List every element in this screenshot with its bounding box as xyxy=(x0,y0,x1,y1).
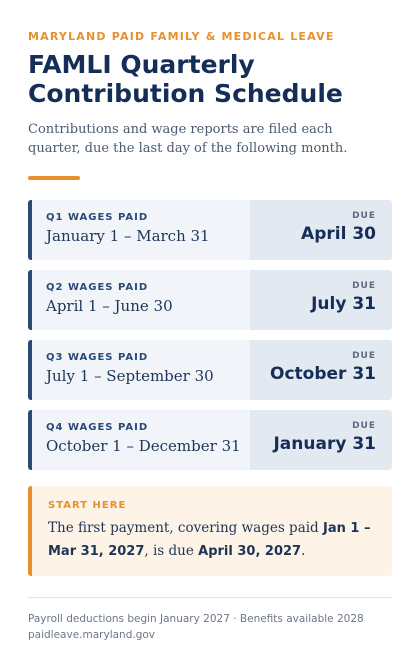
due-date: October 31 xyxy=(270,364,376,384)
due-date: July 31 xyxy=(311,294,376,314)
footer-divider xyxy=(28,597,392,598)
quarter-range: January 1 – March 31 xyxy=(46,227,210,245)
accent-divider xyxy=(28,176,80,180)
due-date: January 31 xyxy=(273,434,376,454)
footer-note: Payroll deductions begin January 2027 · Benefits available 2028 xyxy=(28,613,364,625)
start-here-callout xyxy=(28,486,392,576)
quarter-period xyxy=(28,410,250,470)
quarter-row-q3 xyxy=(28,340,392,400)
quarter-period xyxy=(28,340,250,400)
due-label: DUE xyxy=(352,281,376,291)
callout-first-period: Jan 1 – Mar 31, 2027 xyxy=(48,521,371,559)
callout-text-part: . xyxy=(301,543,306,559)
quarter-label: Q3 WAGES PAID xyxy=(46,352,149,363)
quarter-range: April 1 – June 30 xyxy=(46,297,173,315)
footer-url: paidleave.maryland.gov xyxy=(28,629,156,641)
quarter-due xyxy=(250,340,392,400)
quarter-period xyxy=(28,200,250,260)
quarter-due xyxy=(250,270,392,330)
callout-text-part: The first payment, covering wages paid xyxy=(48,520,323,536)
callout-first-due-date: April 30, 2027 xyxy=(198,544,302,559)
page-subtitle: Contributions and wage reports are filed each quarter, due the last day of the following month. xyxy=(28,122,348,156)
quarter-row-q2 xyxy=(28,270,392,330)
due-label: DUE xyxy=(352,351,376,361)
page-title: FAMLI Quarterly Contribution Schedule xyxy=(28,50,343,108)
quarter-range: October 1 – December 31 xyxy=(46,437,241,455)
quarter-label: Q4 WAGES PAID xyxy=(46,422,149,433)
due-date: April 30 xyxy=(301,224,376,244)
footer xyxy=(28,611,392,643)
program-eyebrow: MARYLAND PAID FAMILY & MEDICAL LEAVE xyxy=(28,30,335,43)
due-label: DUE xyxy=(352,211,376,221)
due-label: DUE xyxy=(352,421,376,431)
quarter-label: Q2 WAGES PAID xyxy=(46,282,149,293)
quarter-period xyxy=(28,270,250,330)
quarter-due xyxy=(250,410,392,470)
quarter-due xyxy=(250,200,392,260)
callout-text xyxy=(48,517,378,563)
quarter-row-q1 xyxy=(28,200,392,260)
quarter-row-q4 xyxy=(28,410,392,470)
quarter-range: July 1 – September 30 xyxy=(46,367,214,385)
callout-text-part: , is due xyxy=(144,543,199,559)
callout-label: START HERE xyxy=(48,500,127,511)
quarter-label: Q1 WAGES PAID xyxy=(46,212,149,223)
